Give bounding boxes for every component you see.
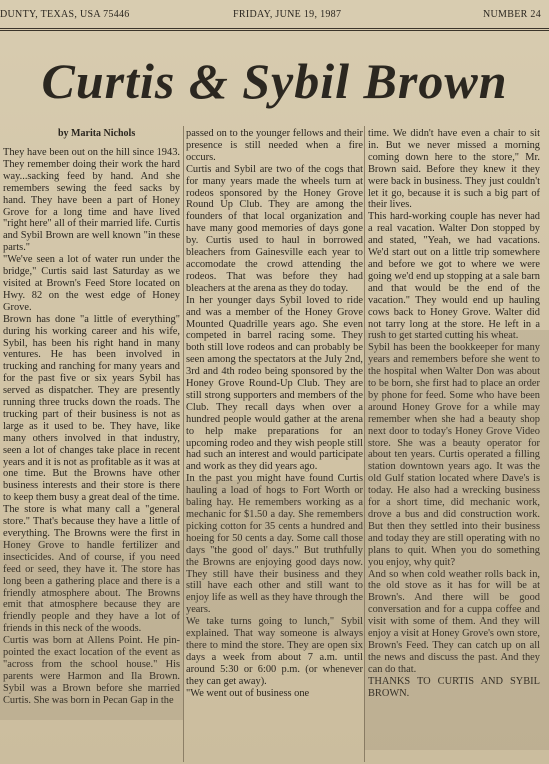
issue-date: FRIDAY, JUNE 19, 1987 — [233, 9, 342, 20]
article-column-3: time. We didn't have even a chair to sit in. But we never missed a morning coming down here to the store," Mr. Brown said. Before they knew it they were back in business. They just couldn't let it go, because it is such a big part of their lives. This hard-working couple has never had a real vacation. Walter Don stopped by and stated, "Yeah, we had vacations. We'd start out on a little trip somewhere and before we got to where we were going we'd end up stopping at a sale barn and that would be the end of the vacation." They would end up hauling cows back to Honey Grove. Walter did not tarry long at the store. He left in a rush to get started cutting his wheat. Sybil has been the bookkeeper for many years and remembers before she went to the hospital when Walter Don was about to be born, she first had to place an order by phone for feed. Some who have been around Honey Grove for a while may remember when she had a beauty shop next door to today's Honey Grove Video store. She was a beauty operator for about ten years. Curtis operated a filling station downtown years ago. It was the old Gulf station located where Dave's is today. He also had a wrecking business for a short time, did mechanic work, drove a bus and did construction work. But then they settled into their business and today they are still operating with no plans to quit. When you do something you enjoy, why quit? And so when cold weather rolls back in, the old stove as it has for will be at Brown's. And there will be good conversation and for a cuppa coffee and visit with some of them. And they will enjoy a visit at Honey Grove's own store, Brown's Feed. They can catch up on all the news and discuss the past. And they can do that. THANKS TO CURTIS AND SYBIL BROWN. — [368, 128, 540, 699]
dateline-location: DUNTY, TEXAS, USA 75446 — [0, 9, 130, 20]
masthead-strip — [0, 0, 549, 26]
header-rule — [0, 28, 549, 29]
article-byline: by Marita Nichols — [58, 128, 136, 139]
article-column-1: They have been out on the hill since 1943. They remember doing their work the hard way...sacking feed by hand. And she remembers sewing the feed sacks by hand. They have been a part of Honey Grove for a long time and have lived "right here" all of their married life. Curtis and Sybil Brown are well known "in these parts." "We've seen a lot of water run under the bridge," Curtis said last Saturday as we visited at Brown's Feed Store located on Hwy. 82 on the west edge of Honey Grove. Brown has done "a little of everything" during his working career and his wife, Sybil, has been his right hand in many ventures. He has been involved in trucking and ranching for many years and for the past five or six years Sybil has served as dispatcher. They are presently running three trucks down the roads. The trucking part of their business is not as large as it used to be. They have, like many others involved in that industry, seen a lot of changes take place in recent years and it is not as profitable as it was at one time. But the Browns have other business interests and their store is there to keep them busy a great deal of the time. The store is what many call a "general store." That's because they have a little of everything. The Browns were the first in Honey Grove to handle fertilizer and insecticides. And of course, if you need feed or seed, they have it. The store has long been a gathering place and there is a friendly atmosphere about. The Browns emit that atmosphere because they are friendly people and they have a lot of friends in this neck of the woods. Curtis was born at Allens Point. He pin-pointed the exact location of the event as "across from the school house." His parents were Harmon and Ila Brown. Sybil was a Brown before she married Curtis. She was born in Pecan Gap in the — [3, 147, 180, 706]
column-divider — [364, 126, 365, 762]
issue-number: NUMBER 24 — [483, 9, 541, 20]
article-column-2: passed on to the younger fellows and their presence is still needed when a fire occurs. Curtis and Sybil are two of the cogs that for many years made the wheels turn at rodeos sponsored by the Honey Grove Round Up Club. They are among the founders of that local organization and have many good memories of days gone by. Curtis used to haul in borrowed bleachers from Gainesville each year to accomodate the crowd attending the rodeos. That was before they had bleachers at the arena as they do today. In her younger days Sybil loved to ride and was a member of the Honey Grove Mounted Quadrille years ago. She even competed in barrel racing some. They both still love rodeos and can probably be seen among the spectators at the July 2nd, 3rd and 4th rodeo being sponsored by the Honey Grove Round-Up Club. They are still strong supporters and members of the Club. They recall days when over a hundred people would gather at the arena to help make preparations for an upcoming rodeo and they wish people still had such an interest and would participate and work as they did years ago. In the past you might have found Curtis hauling a load of hogs to Fort Worth or baling hay. He remembers working as a mechanic for $1.50 a day. She remembers picking cotton for 35 cents a hundred and hoeing for 50 cents a day. Some call those days "the good ol' days." But truthfully the Browns are enjoying good days now. They still have their business and they still have each other and still want to enjoy life as well as they have through the years. We take turns going to lunch," Sybil explained. That way someone is always there to mind the store. They are open six days a week from about 7 a.m. until around 5:30 or 6:00 p.m. (or whenever they can get away). "We went out of business one — [186, 128, 363, 699]
article-headline: Curtis & Sybil Brown — [41, 53, 508, 109]
header-rule-double — [0, 30, 549, 31]
column-divider — [183, 126, 184, 762]
